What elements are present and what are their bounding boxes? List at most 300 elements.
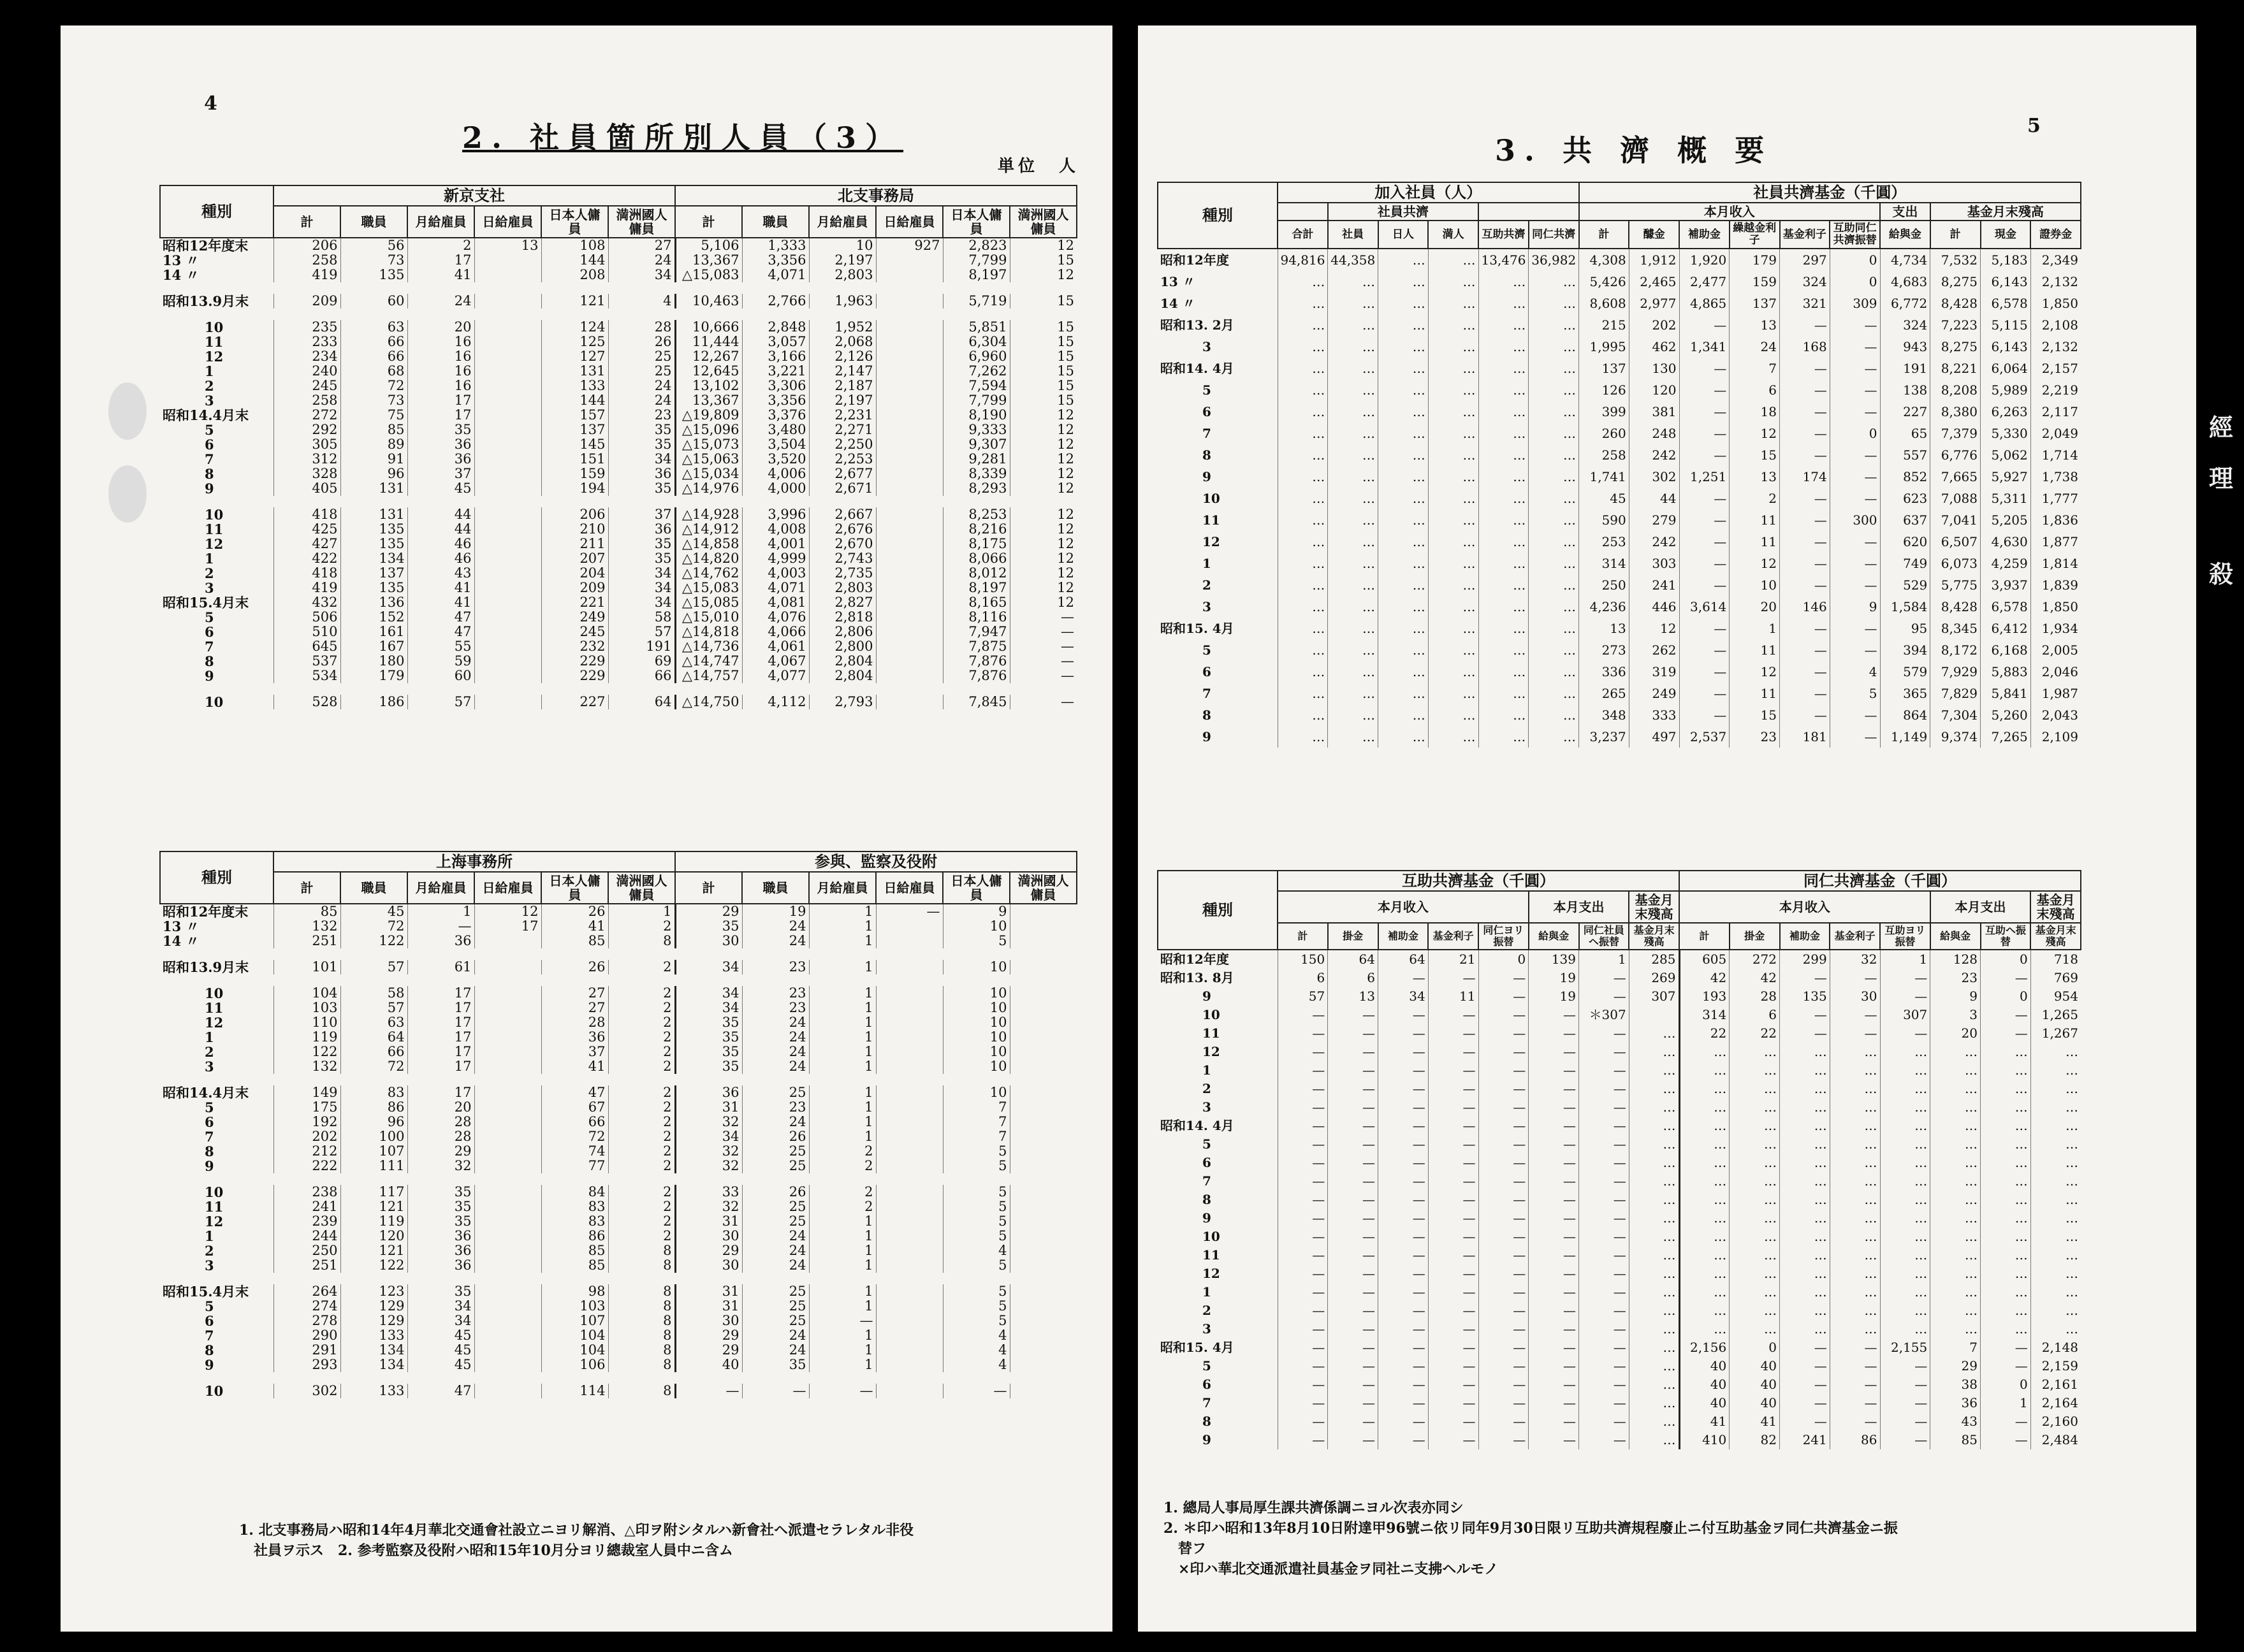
data-cell: 620 bbox=[1880, 531, 1930, 553]
data-cell bbox=[474, 1159, 541, 1173]
data-cell: 2 bbox=[608, 1030, 675, 1045]
data-cell: … bbox=[1830, 1301, 1880, 1320]
data-cell: 31 bbox=[675, 1299, 742, 1314]
data-cell: 65 bbox=[1880, 423, 1930, 444]
data-cell: … bbox=[1780, 1264, 1830, 1283]
data-cell: 1,850 bbox=[2030, 293, 2081, 314]
data-cell bbox=[1010, 1015, 1077, 1030]
data-cell: — bbox=[1278, 1191, 1328, 1209]
data-cell: — bbox=[1278, 1264, 1328, 1283]
data-cell: 537 bbox=[273, 654, 340, 669]
data-cell: 2 bbox=[608, 1159, 675, 1173]
data-cell: 240 bbox=[273, 364, 340, 379]
data-cell: 227 bbox=[1880, 401, 1930, 423]
data-cell bbox=[876, 423, 943, 437]
data-cell bbox=[876, 595, 943, 610]
data-cell bbox=[876, 654, 943, 669]
data-cell: — bbox=[675, 1384, 742, 1398]
data-cell: 167 bbox=[340, 639, 407, 654]
data-cell: 111 bbox=[340, 1159, 407, 1173]
data-cell: 23 bbox=[1730, 726, 1780, 748]
data-cell: … bbox=[1930, 1283, 1981, 1301]
data-cell: 3,520 bbox=[742, 452, 809, 467]
data-cell: 3 bbox=[1930, 1006, 1981, 1024]
data-cell bbox=[1010, 1085, 1077, 1100]
data-cell: 2,132 bbox=[2030, 336, 2081, 358]
data-cell bbox=[474, 1030, 541, 1045]
data-cell: … bbox=[1629, 1264, 1679, 1283]
data-cell: 2,465 bbox=[1629, 271, 1679, 293]
spacer-cell bbox=[160, 975, 1077, 986]
data-cell bbox=[1010, 1328, 1077, 1343]
data-cell: 4,006 bbox=[742, 467, 809, 481]
data-cell bbox=[1010, 1185, 1077, 1199]
data-cell: 2,155 bbox=[1880, 1338, 1930, 1357]
data-cell: 2,677 bbox=[809, 467, 876, 481]
data-cell: … bbox=[2030, 1080, 2081, 1098]
data-cell: … bbox=[1428, 596, 1478, 618]
data-cell: — bbox=[1478, 1320, 1529, 1338]
column-header: 互助同仁共濟振替 bbox=[1830, 221, 1880, 248]
data-cell: 3,376 bbox=[742, 408, 809, 423]
data-cell: … bbox=[1830, 1135, 1880, 1154]
data-cell: 3,057 bbox=[742, 335, 809, 349]
data-cell: 381 bbox=[1629, 401, 1679, 423]
data-cell: 446 bbox=[1629, 596, 1679, 618]
data-cell: 1 bbox=[809, 1284, 876, 1299]
table-row bbox=[1158, 969, 2081, 987]
data-cell: 8,221 bbox=[1930, 358, 1981, 379]
data-cell: 29 bbox=[675, 904, 742, 919]
data-cell: 2,818 bbox=[809, 610, 876, 625]
row-label: 11 bbox=[1202, 512, 1220, 528]
data-cell: 864 bbox=[1880, 704, 1930, 726]
data-cell: 5 bbox=[943, 1299, 1010, 1314]
data-cell: … bbox=[1478, 488, 1529, 509]
data-cell: 24 bbox=[742, 1030, 809, 1045]
data-cell: — bbox=[1981, 1024, 2031, 1043]
row-label: 6 bbox=[205, 1314, 214, 1329]
data-cell: — bbox=[1579, 1320, 1629, 1338]
data-cell: 85 bbox=[541, 1258, 608, 1273]
corner-header: 種別 bbox=[160, 185, 273, 238]
spacer-cell bbox=[160, 496, 1077, 507]
data-cell bbox=[1010, 1214, 1077, 1229]
data-cell: 134 bbox=[340, 1343, 407, 1358]
data-cell: … bbox=[2030, 1264, 2081, 1283]
data-cell: 29 bbox=[675, 1243, 742, 1258]
data-cell: … bbox=[1529, 379, 1579, 401]
data-cell: … bbox=[1880, 1228, 1930, 1246]
data-cell: — bbox=[1478, 1301, 1529, 1320]
data-cell: … bbox=[1478, 444, 1529, 466]
data-cell bbox=[474, 1314, 541, 1328]
spacer-cell bbox=[160, 282, 1077, 294]
data-cell: 2,349 bbox=[2030, 249, 2081, 271]
data-cell: … bbox=[1278, 444, 1328, 466]
column-header-row bbox=[1158, 221, 2081, 248]
data-cell: 427 bbox=[273, 537, 340, 551]
data-cell: 19 bbox=[742, 904, 809, 919]
data-cell bbox=[474, 467, 541, 481]
row-label: 1 bbox=[1202, 555, 1211, 571]
data-cell: … bbox=[1730, 1228, 1780, 1246]
data-cell: 207 bbox=[541, 551, 608, 566]
data-cell: 66 bbox=[340, 335, 407, 349]
data-cell: 2 bbox=[1730, 488, 1780, 509]
data-cell bbox=[474, 625, 541, 639]
data-cell: 5,260 bbox=[1981, 704, 2031, 726]
data-cell: 24 bbox=[608, 253, 675, 268]
data-cell: 1,333 bbox=[742, 238, 809, 253]
data-cell: 293 bbox=[273, 1358, 340, 1372]
data-cell: … bbox=[1629, 1246, 1679, 1264]
group-header: 互助共濟基金（千圓） bbox=[1278, 871, 1679, 891]
data-cell: 5 bbox=[1830, 683, 1880, 704]
data-cell: 25 bbox=[742, 1085, 809, 1100]
data-cell: … bbox=[1981, 1172, 2031, 1191]
column-header: 日給雇員 bbox=[876, 872, 943, 904]
data-cell: — bbox=[1780, 314, 1830, 336]
table-row bbox=[160, 1243, 1077, 1258]
data-cell: … bbox=[1529, 423, 1579, 444]
data-cell: 206 bbox=[541, 507, 608, 522]
sub-header: 本月支出 bbox=[1930, 891, 2031, 923]
mutual-aid-enrollment-fund-table bbox=[1157, 182, 2081, 748]
data-cell: … bbox=[1428, 618, 1478, 639]
data-cell: 2 bbox=[608, 1199, 675, 1214]
data-cell bbox=[876, 610, 943, 625]
table-row bbox=[1158, 1412, 2081, 1431]
data-cell: 7,041 bbox=[1930, 509, 1981, 531]
column-header: 證券金 bbox=[2030, 221, 2081, 248]
data-cell: 30 bbox=[675, 934, 742, 948]
data-cell bbox=[876, 507, 943, 522]
data-cell: 8,066 bbox=[943, 551, 1010, 566]
column-header: 日人 bbox=[1378, 221, 1429, 248]
data-cell: … bbox=[1328, 618, 1378, 639]
data-cell: … bbox=[1730, 1301, 1780, 1320]
unit-label: 単位 人 bbox=[998, 157, 1080, 176]
data-cell: 60 bbox=[340, 294, 407, 308]
data-cell: — bbox=[1679, 618, 1730, 639]
data-cell: 72 bbox=[340, 379, 407, 393]
data-cell: — bbox=[1780, 401, 1830, 423]
data-cell: 1 bbox=[809, 1015, 876, 1030]
data-cell bbox=[876, 1328, 943, 1343]
data-cell: 122 bbox=[340, 1258, 407, 1273]
data-cell: 4,000 bbox=[742, 481, 809, 496]
data-cell: — bbox=[1579, 987, 1629, 1006]
data-cell: 45 bbox=[1579, 488, 1629, 509]
data-cell: 135 bbox=[340, 268, 407, 282]
row-label: 昭和12年度 bbox=[1160, 951, 1229, 967]
row-label: 11 bbox=[205, 1001, 224, 1016]
data-cell: … bbox=[1328, 401, 1378, 423]
data-cell: … bbox=[1529, 661, 1579, 683]
data-cell bbox=[1010, 1144, 1077, 1159]
data-cell: — bbox=[1428, 1320, 1478, 1338]
data-cell: 262 bbox=[1629, 639, 1679, 661]
data-cell: 1,839 bbox=[2030, 574, 2081, 596]
data-cell bbox=[876, 1001, 943, 1015]
data-cell: 15 bbox=[1010, 349, 1077, 364]
table-row bbox=[1158, 314, 2081, 336]
data-cell: — bbox=[1780, 444, 1830, 466]
data-cell: … bbox=[1278, 488, 1328, 509]
data-cell: 432 bbox=[273, 595, 340, 610]
data-cell: 233 bbox=[273, 335, 340, 349]
data-cell: … bbox=[1378, 661, 1429, 683]
data-cell: — bbox=[1529, 1024, 1579, 1043]
data-cell: 7 bbox=[943, 1115, 1010, 1129]
row-label: 8 bbox=[1202, 1191, 1211, 1207]
data-cell: 235 bbox=[273, 320, 340, 335]
table-row bbox=[160, 364, 1077, 379]
data-cell: 45 bbox=[407, 1343, 474, 1358]
data-cell: 2,046 bbox=[2030, 661, 2081, 683]
data-cell: … bbox=[1378, 509, 1429, 531]
data-cell: 2,735 bbox=[809, 566, 876, 581]
data-cell: 13 bbox=[1730, 466, 1780, 488]
data-cell: 34 bbox=[407, 1299, 474, 1314]
data-cell: 89 bbox=[340, 437, 407, 452]
data-cell: … bbox=[1378, 726, 1429, 748]
data-cell: 40 bbox=[675, 1358, 742, 1372]
data-cell: 83 bbox=[541, 1214, 608, 1229]
data-cell: — bbox=[1579, 1301, 1629, 1320]
table-row bbox=[160, 408, 1077, 423]
data-cell: … bbox=[1730, 1246, 1780, 1264]
row-label: 8 bbox=[205, 654, 214, 669]
table-row bbox=[160, 975, 1077, 986]
data-cell: 1 bbox=[809, 1343, 876, 1358]
data-cell: 8 bbox=[608, 1328, 675, 1343]
data-cell: 133 bbox=[541, 379, 608, 393]
row-label: 1 bbox=[205, 364, 214, 379]
data-cell: … bbox=[1328, 639, 1378, 661]
column-header-row bbox=[160, 872, 1077, 904]
data-cell bbox=[876, 1284, 943, 1299]
data-cell: 20 bbox=[1930, 1024, 1981, 1043]
data-cell: — bbox=[1328, 1209, 1378, 1228]
column-header: 同仁共濟 bbox=[1529, 221, 1579, 248]
data-cell: … bbox=[1880, 1320, 1930, 1338]
data-cell: 72 bbox=[340, 919, 407, 934]
data-cell: … bbox=[1529, 336, 1579, 358]
data-cell: … bbox=[1679, 1228, 1730, 1246]
data-cell: 4,061 bbox=[742, 639, 809, 654]
corner-header: 種別 bbox=[160, 851, 273, 904]
data-cell bbox=[474, 522, 541, 537]
data-cell: — bbox=[1478, 1228, 1529, 1246]
data-cell: — bbox=[1579, 1154, 1629, 1172]
header-row bbox=[160, 851, 1077, 872]
row-label: 10 bbox=[1202, 1006, 1220, 1022]
table-row bbox=[160, 986, 1077, 1001]
data-cell bbox=[474, 1229, 541, 1243]
data-cell: 2 bbox=[608, 1001, 675, 1015]
data-cell: 250 bbox=[1579, 574, 1629, 596]
data-cell: 20 bbox=[1730, 596, 1780, 618]
table-row bbox=[160, 1001, 1077, 1015]
data-cell: 45 bbox=[407, 481, 474, 496]
column-header: 繰越金利子 bbox=[1730, 221, 1780, 248]
data-cell: 41 bbox=[1679, 1412, 1730, 1431]
data-cell: 22 bbox=[1679, 1024, 1730, 1043]
data-cell: — bbox=[1780, 618, 1830, 639]
data-cell: 1 bbox=[809, 934, 876, 948]
table-row bbox=[1158, 401, 2081, 423]
data-cell: … bbox=[1428, 639, 1478, 661]
table-row bbox=[1158, 1338, 2081, 1357]
data-cell: — bbox=[1529, 1301, 1579, 1320]
data-cell: 3,306 bbox=[742, 379, 809, 393]
data-cell: 249 bbox=[1629, 683, 1679, 704]
table-row bbox=[1158, 423, 2081, 444]
column-header: 同仁ヨリ振替 bbox=[1478, 923, 1529, 949]
row-label: 7 bbox=[1202, 1173, 1211, 1189]
data-cell: … bbox=[1930, 1043, 1981, 1061]
data-cell bbox=[474, 566, 541, 581]
data-cell: 27 bbox=[541, 986, 608, 1001]
row-label: 5 bbox=[1202, 1136, 1211, 1152]
data-cell: 1 bbox=[809, 1059, 876, 1074]
data-cell: — bbox=[1478, 987, 1529, 1006]
data-cell: 25 bbox=[742, 1299, 809, 1314]
data-cell: 107 bbox=[340, 1144, 407, 1159]
column-header: 月給雇員 bbox=[407, 206, 474, 238]
data-cell: — bbox=[1278, 1061, 1328, 1080]
data-cell bbox=[474, 1299, 541, 1314]
data-cell: 17 bbox=[407, 1001, 474, 1015]
data-cell: … bbox=[1529, 509, 1579, 531]
table-row bbox=[160, 1173, 1077, 1185]
data-cell: 1 bbox=[809, 1100, 876, 1115]
data-cell: — bbox=[1529, 1209, 1579, 1228]
data-cell: … bbox=[1629, 1191, 1679, 1209]
data-cell: — bbox=[876, 904, 943, 919]
row-label: 7 bbox=[205, 1328, 214, 1344]
data-cell: 8,428 bbox=[1930, 596, 1981, 618]
data-cell bbox=[876, 1258, 943, 1273]
column-header: 同仁社員ヘ振替 bbox=[1579, 923, 1629, 949]
data-cell: 6,578 bbox=[1981, 596, 2031, 618]
data-cell: 35 bbox=[407, 423, 474, 437]
data-cell: — bbox=[1780, 661, 1830, 683]
data-cell bbox=[474, 393, 541, 408]
data-cell: — bbox=[1428, 1338, 1478, 1357]
data-cell: 8 bbox=[608, 1358, 675, 1372]
data-cell: 30 bbox=[675, 1229, 742, 1243]
data-cell: 96 bbox=[340, 1115, 407, 1129]
data-cell: 186 bbox=[340, 695, 407, 709]
data-cell: 7,875 bbox=[943, 639, 1010, 654]
row-label: 11 bbox=[205, 1199, 224, 1215]
data-cell: — bbox=[1529, 1043, 1579, 1061]
data-cell: — bbox=[1780, 574, 1830, 596]
data-cell: 15 bbox=[1010, 364, 1077, 379]
data-cell: … bbox=[1930, 1228, 1981, 1246]
data-cell: 309 bbox=[1830, 293, 1880, 314]
data-cell: … bbox=[1880, 1043, 1930, 1061]
data-cell: 590 bbox=[1579, 509, 1629, 531]
data-cell: — bbox=[943, 1384, 1010, 1398]
data-cell: 24 bbox=[742, 1328, 809, 1343]
table-row bbox=[160, 904, 1077, 919]
data-cell: — bbox=[1830, 379, 1880, 401]
data-cell bbox=[876, 625, 943, 639]
row-label: 6 bbox=[1202, 1154, 1211, 1170]
group-header: 北支事務局 bbox=[675, 185, 1077, 206]
data-cell: … bbox=[1478, 531, 1529, 553]
data-cell: 12 bbox=[1010, 522, 1077, 537]
row-label: 12 bbox=[1202, 1043, 1220, 1059]
data-cell: 36 bbox=[1930, 1394, 1981, 1412]
data-cell bbox=[474, 1358, 541, 1372]
data-cell: 7,799 bbox=[943, 253, 1010, 268]
data-cell: — bbox=[1830, 314, 1880, 336]
row-label: 7 bbox=[205, 452, 214, 467]
data-cell: 40 bbox=[1679, 1375, 1730, 1394]
data-cell: 34 bbox=[675, 1129, 742, 1144]
page-number: 4 bbox=[204, 92, 217, 115]
data-cell: 35 bbox=[407, 1214, 474, 1229]
row-label: 5 bbox=[205, 610, 214, 625]
data-cell: 2,484 bbox=[2030, 1431, 2081, 1449]
row-label: 昭和13.9月末 bbox=[163, 960, 249, 975]
data-cell: … bbox=[1930, 1264, 1981, 1283]
data-cell: 2,049 bbox=[2030, 423, 2081, 444]
row-label: 1 bbox=[1202, 1284, 1211, 1300]
data-cell: … bbox=[1780, 1117, 1830, 1135]
data-cell: 1,920 bbox=[1679, 249, 1730, 271]
row-label: 14 〃 bbox=[163, 934, 200, 949]
data-cell: — bbox=[1579, 1061, 1629, 1080]
data-cell: 312 bbox=[273, 452, 340, 467]
data-cell: — bbox=[1328, 1098, 1378, 1117]
data-cell: … bbox=[1378, 271, 1429, 293]
data-cell: 47 bbox=[407, 610, 474, 625]
table-row bbox=[160, 551, 1077, 566]
data-cell: 11,444 bbox=[675, 335, 742, 349]
data-cell bbox=[474, 1144, 541, 1159]
data-cell: 19 bbox=[1529, 987, 1579, 1006]
data-cell: 10 bbox=[943, 1085, 1010, 1100]
data-cell: 7,876 bbox=[943, 669, 1010, 683]
data-cell: 84 bbox=[541, 1185, 608, 1199]
data-cell: 16 bbox=[407, 379, 474, 393]
data-cell: 161 bbox=[340, 625, 407, 639]
data-cell bbox=[474, 1258, 541, 1273]
data-cell: 2 bbox=[608, 1229, 675, 1243]
data-cell: 2,132 bbox=[2030, 271, 2081, 293]
data-cell: … bbox=[1629, 1117, 1679, 1135]
data-cell: … bbox=[1981, 1301, 2031, 1320]
data-cell: — bbox=[1579, 1246, 1629, 1264]
data-cell: 2 bbox=[608, 1045, 675, 1059]
data-cell: 302 bbox=[1629, 466, 1679, 488]
data-cell: 13 bbox=[1730, 314, 1780, 336]
data-cell: 24 bbox=[608, 393, 675, 408]
data-cell: — bbox=[1278, 1135, 1328, 1154]
column-header: 職員 bbox=[340, 206, 407, 238]
data-cell: 66 bbox=[608, 669, 675, 683]
row-label: 1 bbox=[205, 551, 214, 567]
data-cell: 130 bbox=[1629, 358, 1679, 379]
column-header: 基金利子 bbox=[1830, 923, 1880, 949]
data-cell: 273 bbox=[1579, 639, 1629, 661]
